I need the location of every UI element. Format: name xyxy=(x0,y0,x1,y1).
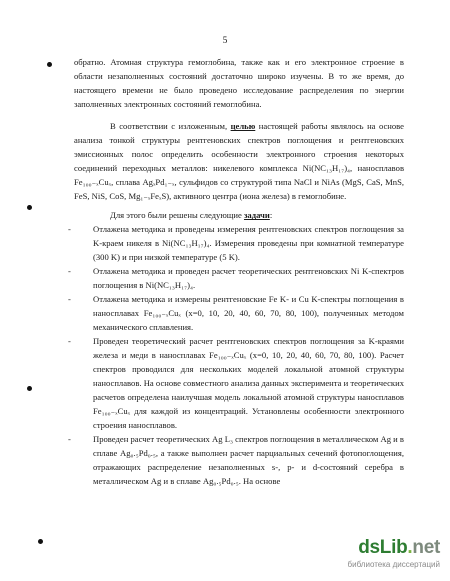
task-text: Проведен расчет теоретических Ag L₃ спектров поглощения в металлическом Ag и в сплаве Ag₀.₅Pd₀.₅, а также выполнен расчет парциальных сечений фотопоглощения, отражающих распределение незаполненных s-, p- и d-состояний серебра в металлическом Ag и в сплаве Ag₀.₅Pd₀.₅. На основе xyxy=(93,434,404,486)
list-item xyxy=(68,292,404,334)
document-body xyxy=(68,55,404,488)
tasks-heading-emphasis: задачи xyxy=(243,210,270,220)
paragraph-goal xyxy=(74,119,404,203)
list-item xyxy=(68,334,404,432)
logo-dot: . xyxy=(407,537,413,558)
goal-emphasis: целью xyxy=(230,121,256,131)
list-marker: - xyxy=(68,224,71,234)
tasks-heading xyxy=(74,208,404,222)
watermark-tagline: библиотека диссертаций xyxy=(347,560,440,569)
list-marker: - xyxy=(68,294,71,304)
dslib-logo xyxy=(358,537,440,559)
list-marker: - xyxy=(68,434,71,444)
binding-hole-mark xyxy=(27,205,32,210)
task-text: Отлажена методика и измерены рентгеновские Fe K- и Cu K-спектры поглощения в наносплавах Fe₁₀₀₋ₓCuₓ (x=0, 10, 20, 40, 60, 70, 80, 100), полученных методом механического сплавления. xyxy=(93,294,404,332)
tasks-heading-after: : xyxy=(269,210,273,220)
list-item xyxy=(68,222,404,264)
task-text: Проведен теоретический расчет рентгеновских спектров поглощения за K-краями железа и меди в наносплавах Fe₁₀₀₋ₓCuₓ (x=0, 10, 20, 40, 60, 70, 80, 100). Расчет спектров проводился для нескольких моделей локальной атомной структуры наносплавов. На основе совместного анализа данных эксперимента и теоретических расчетов определена наилучшая модель локальной атомной структуры наносплавов Fe₁₀₀₋ₓCuₓ для каждой из концентраций. Установлены особенности электронного строения наносплавов. xyxy=(93,336,404,430)
list-marker: - xyxy=(68,336,71,346)
list-marker: - xyxy=(68,266,71,276)
binding-hole-mark xyxy=(47,62,52,67)
task-text: Отлажена методика и проведен расчет теоретических рентгеновских Ni K-спектров поглощения в Ni(NC₁₃H₁₇)₄. xyxy=(93,266,404,290)
logo-main-text: dsLib xyxy=(358,537,408,558)
page-number: 5 xyxy=(222,36,228,46)
tasks-list xyxy=(68,222,404,488)
list-item xyxy=(68,432,404,488)
paragraph-intro: обратно. Атомная структура гемоглобина, также как и его электронное строение в области незаполненных состояний достаточно широко изучены. В то же время, до настоящего времени не было проведено исследование распределения по энергии заполненных электронных состояний гемоглобина. xyxy=(74,57,404,109)
dslib-watermark[interactable] xyxy=(332,537,442,575)
binding-hole-mark xyxy=(27,386,32,391)
logo-tld: net xyxy=(412,537,440,558)
task-text: Отлажена методика и проведены измерения рентгеновских спектров поглощения за K-краем никеля в Ni(NC₁₃H₁₇)₄. Измерения проведены при комнатной температуре (300 K) и при низкой температуре (5 K). xyxy=(93,224,404,262)
goal-text-after: настоящей работы являлось на основе анализа тонкой структуры рентгеновских спектров поглощения и рентгеновских эмиссионных полос определить особенности электронного строения некоторых соединений переходных металлов: никелевого комплекса Ni(NC₁₃H₁₇)₄, наносплавов Fe₁₀₀₋ₓCuₓ, сплава AgₓPd₁₋ₓ, сульфидов со структурой типа NaCl и NiAs (MgS, CaS, MnS, FeS, NiS, CoS, Mg₁₋ₓFeₓS), активного центра (иона железа) в гемоглобине. xyxy=(74,121,404,201)
binding-hole-mark xyxy=(38,539,43,544)
goal-text-before: В соответствии с изложенным, xyxy=(110,121,231,131)
list-item xyxy=(68,264,404,292)
tasks-heading-before: Для этого были решены следующие xyxy=(110,210,244,220)
